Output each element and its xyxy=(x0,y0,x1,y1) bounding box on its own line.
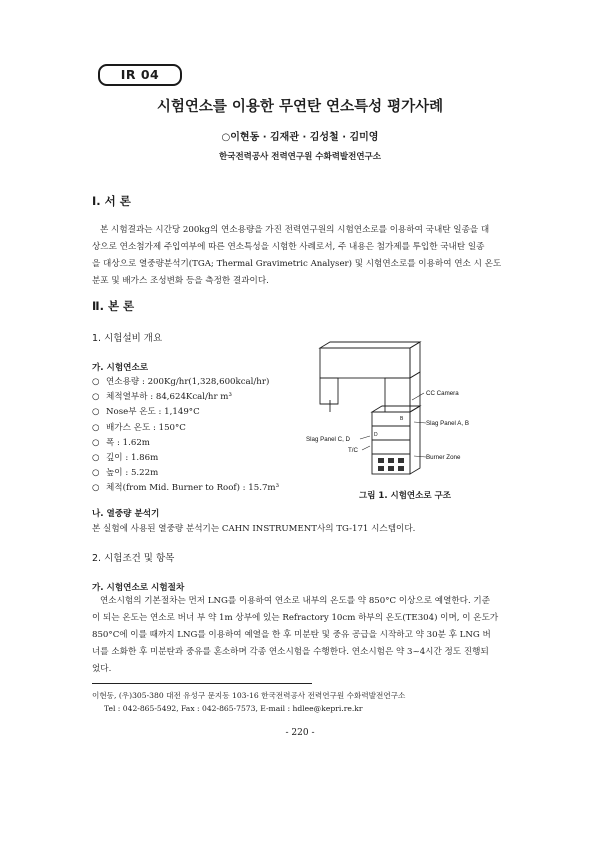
procedure-paragraph xyxy=(92,593,509,678)
subsubsection-tga: 나. 열중량 분석기 xyxy=(92,509,160,519)
label-thermocouple: T/C xyxy=(348,447,358,454)
spec-item: ○ 깊이 : 1.86m xyxy=(92,452,159,463)
intro-paragraph xyxy=(92,222,509,290)
text-line: 이 되는 온도는 연소로 버너 부 약 1m 상부에 있는 Refractory 10cm 하부의 온도(TE304) 이며, 이 온도가 xyxy=(92,613,499,623)
footnote-rule xyxy=(92,683,312,684)
text-line: 850°C에 이를 때까지 LNG를 이용하여 예열을 한 후 미분탄 및 중유 공급을 시작하고 약 30분 후 LNG 버 xyxy=(92,630,491,640)
footnote-contact: Tel : 042-865-5492, Fax : 042-865-7573, E-mail : hdlee@kepri.re.kr xyxy=(104,704,363,713)
text-line: 상으로 연소첨가제 주입여부에 따른 연소특성을 시험한 사례로서, 주 내용은 첨가제를 투입한 국내탄 일종 xyxy=(92,242,485,252)
spec-item: ○ 연소용량 : 200Kg/hr(1,328,600kcal/hr) xyxy=(92,377,270,387)
affiliation: 한국전력공사 전력연구원 수화력발전연구소 xyxy=(219,152,381,162)
spec-item: ○ 폭 : 1.62m xyxy=(92,437,150,448)
section-heading-body: Ⅱ. 본 론 xyxy=(92,299,135,313)
subsubsection-furnace: 가. 시험연소로 xyxy=(92,363,149,373)
figure-caption: 그림 1. 시험연소로 구조 xyxy=(359,491,451,501)
session-tag: IR 04 xyxy=(98,64,182,86)
spec-item: ○ 배가스 온도 : 150°C xyxy=(92,422,186,433)
subsection-conditions: 2. 시험조건 및 항목 xyxy=(92,553,175,564)
text-line: 본 시험결과는 시간당 200kg의 연소용량을 가진 전력연구원의 시험연소로를 이용하여 국내탄 일종을 대 xyxy=(100,225,490,235)
furnace-diagram xyxy=(300,340,510,480)
label-panel-b: B xyxy=(400,416,404,422)
page-number: - 220 - xyxy=(285,728,315,738)
author-list: ○이현동 · 김재관 · 김성철 · 김미영 xyxy=(221,132,379,143)
spec-item: ○ Nose부 온도 : 1,149°C xyxy=(92,407,200,418)
text-line: 연소시험의 기본절차는 먼저 LNG를 이용하여 연소로 내부의 온도를 약 850°C 이상으로 예열한다. 기준 xyxy=(100,596,491,606)
subsubsection-procedure: 가. 시험연소로 시험절차 xyxy=(92,583,185,593)
footnote-address: 이현동, (우)305-380 대전 유성구 문지동 103-16 한국전력공사 전력연구원 수화력발전연구소 xyxy=(92,691,406,700)
spec-item: ○ 체적(from Mid. Burner to Roof) : 15.7m³ xyxy=(92,483,280,494)
spec-item: ○ 높이 : 5.22m xyxy=(92,468,159,479)
text-line: 었다. xyxy=(92,664,112,674)
label-slag-panel-ab: Slag Panel A, B xyxy=(426,420,469,427)
label-panel-d: D xyxy=(374,432,378,438)
label-burner-zone: Burner Zone xyxy=(426,454,461,461)
section-heading-intro: Ⅰ. 서 론 xyxy=(92,194,131,208)
paper-title: 시험연소를 이용한 무연탄 연소특성 평가사례 xyxy=(156,99,444,115)
text-line: 을 대상으로 열중량분석기(TGA; Thermal Gravimetric Analyser) 및 시험연소로를 이용하여 연소 시 온도 xyxy=(92,259,502,269)
tga-description: 본 실험에 사용된 열중량 분석기는 CAHN INSTRUMENT사의 TG-171 시스템이다. xyxy=(92,524,416,534)
text-line: 분포 및 배가스 조성변화 등을 측정한 결과이다. xyxy=(92,276,269,286)
spec-item: ○ 체적열부하 : 84,624Kcal/hr m³ xyxy=(92,392,232,403)
text-line: 너를 소화한 후 미분탄과 중유를 혼소하며 각종 연소시험을 수행한다. 연소시험은 약 3~4시간 정도 진행되 xyxy=(92,647,489,657)
furnace-spec-list xyxy=(92,375,312,497)
label-cc-camera: CC Camera xyxy=(426,390,459,397)
label-slag-panel-cd: Slag Panel C, D xyxy=(306,436,351,443)
subsection-facility: 1. 시험설비 개요 xyxy=(92,333,163,344)
